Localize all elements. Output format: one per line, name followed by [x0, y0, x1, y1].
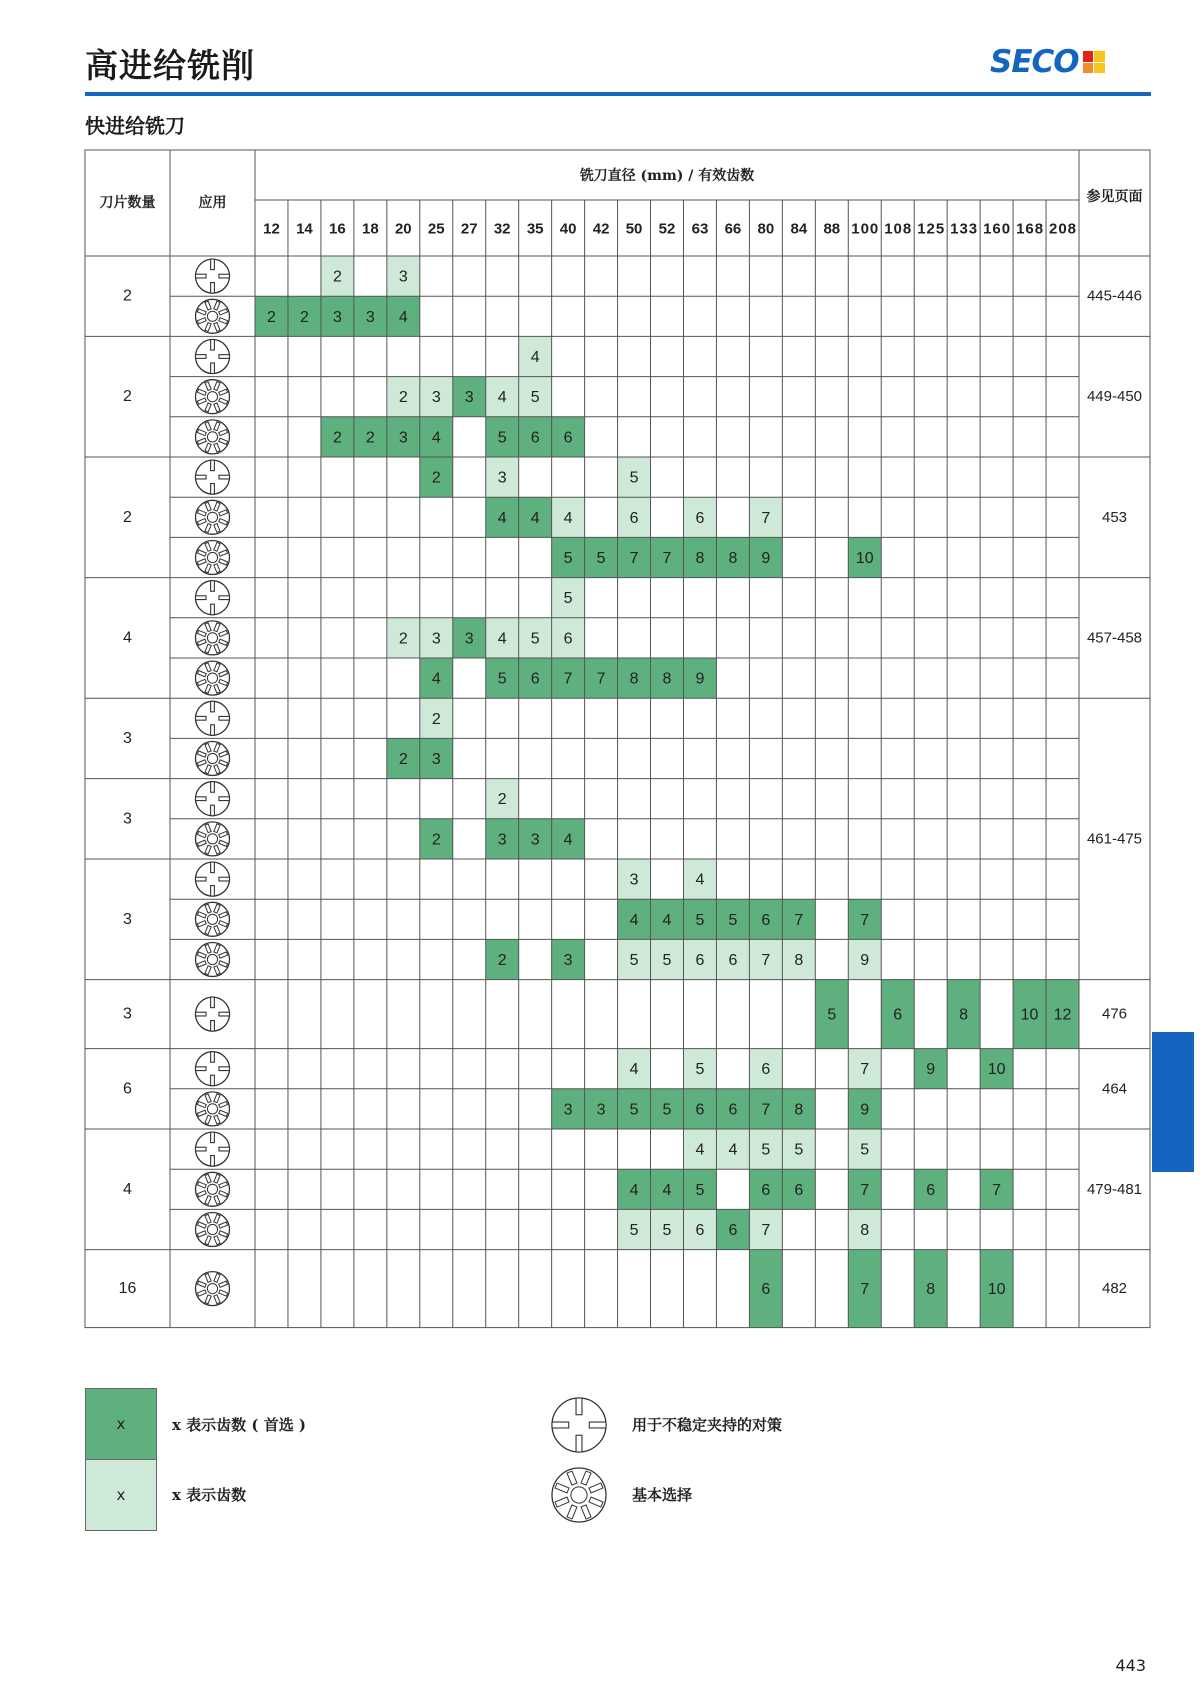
legend-light-swatch — [85, 1459, 157, 1531]
teeth-value-g3-r2-c13: 9 — [695, 670, 705, 688]
basic-selection-icon — [196, 822, 230, 856]
teeth-value-g2-r1-c13: 6 — [695, 509, 705, 527]
teeth-value-g9-r1-c16: 6 — [794, 1181, 804, 1199]
teeth-value-g1-r1-c5: 3 — [431, 389, 441, 407]
header-diameter-168: 168 — [1016, 220, 1044, 238]
teeth-value-g8-r0-c15: 6 — [761, 1061, 771, 1079]
inserts-count-0: 2 — [123, 287, 132, 305]
basic-selection-icon — [196, 661, 230, 695]
teeth-value-g2-r2-c14: 8 — [728, 550, 738, 567]
teeth-value-g8-r0-c22: 10 — [987, 1061, 1006, 1079]
teeth-value-g6-r0-c13: 4 — [695, 871, 705, 889]
teeth-value-g7-r0-c21: 8 — [959, 1006, 969, 1024]
teeth-value-g2-r1-c8: 4 — [530, 509, 540, 527]
teeth-value-g3-r2-c5: 4 — [431, 670, 441, 688]
teeth-value-g1-r2-c8: 6 — [530, 429, 540, 447]
teeth-value-g9-r2-c15: 7 — [761, 1222, 771, 1239]
teeth-value-g6-r2-c13: 6 — [695, 952, 705, 969]
teeth-value-g2-r2-c10: 5 — [596, 550, 606, 567]
header-diameter-208: 208 — [1049, 220, 1076, 238]
teeth-value-g2-r1-c7: 4 — [497, 509, 507, 527]
header-diameter-27: 27 — [460, 220, 478, 238]
teeth-value-g5-r1-c7: 3 — [497, 831, 507, 849]
teeth-value-g5-r1-c9: 4 — [563, 831, 573, 849]
teeth-value-g9-r0-c18: 5 — [860, 1141, 870, 1159]
unstable-clamping-icon — [196, 340, 230, 374]
basic-selection-icon — [196, 541, 230, 575]
teeth-value-g1-r1-c7: 4 — [497, 389, 507, 407]
teeth-value-g5-r0-c7: 2 — [497, 791, 507, 809]
inserts-count-9: 4 — [123, 1180, 132, 1198]
chapter-tab — [1152, 1032, 1194, 1172]
header-diameter-42: 42 — [592, 220, 610, 238]
teeth-value-g7-r0-c19: 6 — [893, 1006, 903, 1024]
header-diameter-35: 35 — [526, 220, 544, 238]
teeth-value-g2-r2-c18: 10 — [855, 550, 874, 567]
teeth-value-g6-r2-c18: 9 — [860, 952, 870, 969]
teeth-value-g2-r2-c12: 7 — [662, 550, 672, 567]
teeth-value-g7-r0-c24: 12 — [1053, 1006, 1072, 1024]
legend-unstable-label: 用于不稳定夹持的对策 — [632, 1416, 783, 1434]
header-diameter-88: 88 — [823, 220, 841, 238]
teeth-value-g9-r1-c13: 5 — [695, 1181, 705, 1199]
teeth-value-g9-r0-c14: 4 — [728, 1141, 738, 1159]
teeth-value-g6-r2-c7: 2 — [497, 952, 507, 969]
teeth-value-g4-r1-c4: 2 — [398, 751, 408, 768]
legend-dark-swatch — [85, 1388, 157, 1460]
teeth-value-g6-r2-c12: 5 — [662, 952, 672, 969]
teeth-value-g9-r2-c12: 5 — [662, 1222, 672, 1239]
basic-selection-icon — [196, 1272, 230, 1306]
inserts-count-8: 6 — [123, 1080, 132, 1098]
basic-selection-icon — [196, 742, 230, 776]
teeth-value-g10-r0-c22: 10 — [987, 1281, 1006, 1299]
ref-page-10: 482 — [1101, 1280, 1128, 1298]
inserts-count-6: 3 — [123, 910, 132, 928]
unstable-clamping-icon — [196, 701, 230, 735]
teeth-value-g6-r1-c12: 4 — [662, 911, 672, 929]
teeth-value-g6-r1-c16: 7 — [794, 911, 804, 929]
header-inserts: 刀片数量 — [99, 195, 156, 211]
basic-selection-icon — [196, 299, 230, 333]
legend-unstable-icon — [550, 1396, 608, 1454]
inserts-count-3: 4 — [123, 629, 132, 647]
teeth-value-g3-r2-c12: 8 — [662, 670, 672, 688]
teeth-value-g3-r1-c9: 6 — [563, 630, 573, 648]
teeth-value-g9-r1-c22: 7 — [992, 1181, 1002, 1199]
header-diameter-125: 125 — [917, 220, 945, 238]
teeth-value-g6-r0-c11: 3 — [629, 871, 639, 889]
unstable-clamping-icon — [196, 997, 230, 1031]
teeth-value-g2-r0-c11: 5 — [629, 469, 639, 487]
teeth-value-g0-r1-c2: 3 — [332, 308, 342, 326]
teeth-value-g8-r1-c13: 6 — [695, 1101, 705, 1119]
teeth-value-g0-r0-c4: 3 — [398, 268, 408, 286]
header-application: 应用 — [198, 195, 227, 211]
basic-selection-icon — [196, 902, 230, 936]
header-diameter-group: 铣刀直径 (mm) / 有效齿数 — [579, 168, 755, 184]
basic-selection-icon — [196, 1213, 230, 1247]
header-diameter-40: 40 — [559, 220, 577, 238]
teeth-value-g1-r2-c7: 5 — [497, 429, 507, 447]
teeth-value-g1-r2-c5: 4 — [431, 429, 441, 447]
header-diameter-63: 63 — [691, 220, 709, 238]
teeth-value-g3-r1-c5: 3 — [431, 630, 441, 648]
teeth-value-g2-r0-c5: 2 — [431, 469, 441, 487]
inserts-count-10: 16 — [118, 1280, 137, 1298]
basic-selection-icon — [196, 621, 230, 655]
teeth-value-g2-r0-c7: 3 — [497, 469, 507, 487]
unstable-clamping-icon — [196, 782, 230, 816]
teeth-value-g9-r1-c15: 6 — [761, 1181, 771, 1199]
teeth-value-g1-r2-c2: 2 — [332, 429, 342, 447]
basic-selection-icon — [196, 1172, 230, 1206]
teeth-value-g2-r1-c9: 4 — [563, 509, 573, 527]
teeth-value-g6-r2-c16: 8 — [794, 952, 804, 969]
teeth-value-g3-r1-c7: 4 — [497, 630, 507, 648]
teeth-value-g3-r2-c8: 6 — [530, 670, 540, 688]
unstable-clamping-icon — [196, 862, 230, 896]
inserts-count-4: 3 — [123, 729, 132, 747]
legend-light-x: x — [116, 1486, 126, 1504]
teeth-value-g1-r0-c8: 4 — [530, 349, 540, 366]
teeth-value-g8-r0-c18: 7 — [860, 1061, 870, 1079]
teeth-value-g6-r1-c11: 4 — [629, 911, 639, 929]
teeth-value-g8-r1-c14: 6 — [728, 1101, 738, 1119]
teeth-value-g8-r1-c9: 3 — [563, 1101, 573, 1119]
header-diameter-108: 108 — [884, 220, 912, 238]
teeth-value-g3-r2-c9: 7 — [563, 670, 573, 688]
header-diameter-100: 100 — [851, 220, 879, 238]
teeth-value-g1-r2-c4: 3 — [398, 429, 408, 447]
header-diameter-32: 32 — [493, 220, 511, 238]
legend-light-label: x 表示齿数 — [172, 1486, 247, 1504]
header-ref-page: 参见页面 — [1086, 189, 1143, 205]
teeth-value-g6-r2-c9: 3 — [563, 952, 573, 969]
teeth-value-g8-r0-c11: 4 — [629, 1061, 639, 1079]
teeth-value-g0-r0-c2: 2 — [332, 268, 342, 286]
teeth-value-g0-r1-c4: 4 — [398, 308, 408, 326]
teeth-value-g6-r2-c11: 5 — [629, 952, 639, 969]
section-subtitle: 快进给铣刀 — [85, 114, 185, 138]
teeth-value-g9-r1-c20: 6 — [926, 1181, 936, 1199]
inserts-count-2: 2 — [123, 508, 132, 526]
basic-selection-icon — [196, 380, 230, 414]
header-diameter-84: 84 — [790, 220, 808, 238]
teeth-value-g1-r1-c6: 3 — [464, 389, 474, 407]
teeth-value-g8-r1-c12: 5 — [662, 1101, 672, 1119]
basic-selection-icon — [196, 500, 230, 534]
inserts-count-7: 3 — [123, 1005, 132, 1023]
teeth-value-g3-r2-c11: 8 — [629, 670, 639, 688]
teeth-value-g6-r1-c13: 5 — [695, 911, 705, 929]
header-diameter-14: 14 — [296, 220, 313, 238]
teeth-value-g9-r2-c11: 5 — [629, 1222, 639, 1239]
teeth-value-g2-r2-c9: 5 — [563, 550, 573, 567]
teeth-value-g9-r2-c13: 6 — [695, 1222, 705, 1239]
teeth-value-g2-r2-c11: 7 — [629, 550, 639, 567]
page-title: 高进给铣削 — [85, 46, 255, 85]
ref-page-3: 457-458 — [1086, 629, 1143, 647]
header-diameter-25: 25 — [427, 220, 445, 238]
logo-wordmark: SECO — [990, 44, 1079, 80]
legend-dark-label: x 表示齿数 ( 首选 ) — [172, 1416, 307, 1434]
teeth-value-g6-r1-c14: 5 — [728, 911, 738, 929]
teeth-value-g9-r0-c16: 5 — [794, 1141, 804, 1159]
teeth-value-g0-r1-c0: 2 — [267, 308, 276, 326]
ref-page-8: 464 — [1101, 1080, 1128, 1098]
teeth-value-g5-r1-c8: 3 — [530, 831, 540, 849]
teeth-value-g6-r1-c18: 7 — [860, 911, 870, 929]
teeth-value-g8-r1-c16: 8 — [794, 1101, 804, 1119]
teeth-value-g2-r2-c13: 8 — [695, 550, 705, 567]
ref-page-2: 453 — [1101, 508, 1128, 526]
unstable-clamping-icon — [196, 581, 230, 615]
ref-page-1: 449-450 — [1086, 388, 1143, 406]
legend-basic-icon — [550, 1466, 608, 1524]
header-diameter-16: 16 — [329, 220, 346, 238]
teeth-value-g2-r1-c15: 7 — [761, 509, 771, 527]
basic-selection-icon — [196, 943, 230, 977]
teeth-value-g7-r0-c17: 5 — [827, 1006, 837, 1024]
teeth-value-g3-r0-c9: 5 — [563, 590, 573, 608]
teeth-value-g4-r0-c5: 2 — [431, 710, 441, 728]
header-diameter-52: 52 — [658, 220, 676, 238]
unstable-clamping-icon — [196, 1052, 230, 1086]
teeth-value-g1-r2-c3: 2 — [365, 429, 375, 447]
legend-dark-x: x — [116, 1415, 126, 1433]
teeth-value-g9-r2-c18: 8 — [860, 1222, 870, 1239]
teeth-value-g3-r2-c7: 5 — [497, 670, 507, 688]
teeth-value-g9-r0-c15: 5 — [761, 1141, 771, 1159]
teeth-value-g3-r1-c8: 5 — [530, 630, 540, 648]
legend-basic-label: 基本选择 — [632, 1486, 693, 1504]
teeth-value-g9-r1-c12: 4 — [662, 1181, 672, 1199]
teeth-value-g8-r1-c18: 9 — [860, 1101, 870, 1119]
inserts-count-5: 3 — [123, 810, 132, 828]
teeth-value-g6-r2-c15: 7 — [761, 952, 771, 969]
ref-page-merged: 461-475 — [1086, 830, 1143, 848]
teeth-value-g7-r0-c23: 10 — [1020, 1006, 1039, 1024]
teeth-value-g1-r1-c4: 2 — [398, 389, 408, 407]
teeth-value-g0-r1-c3: 3 — [365, 308, 375, 326]
header-diameter-50: 50 — [625, 220, 643, 238]
teeth-value-g4-r1-c5: 3 — [431, 751, 441, 768]
teeth-value-g9-r0-c13: 4 — [695, 1141, 705, 1159]
page-number: 443 — [1115, 1656, 1146, 1675]
teeth-value-g6-r2-c14: 6 — [728, 952, 738, 969]
teeth-value-g3-r2-c10: 7 — [596, 670, 606, 688]
basic-selection-icon — [196, 1092, 230, 1126]
teeth-value-g8-r0-c13: 5 — [695, 1061, 705, 1079]
teeth-value-g9-r2-c14: 6 — [728, 1222, 738, 1239]
header-diameter-80: 80 — [757, 220, 775, 238]
teeth-value-g5-r1-c5: 2 — [431, 831, 441, 849]
basic-selection-icon — [196, 420, 230, 454]
ref-page-0: 445-446 — [1086, 287, 1143, 305]
teeth-value-g9-r1-c18: 7 — [860, 1181, 870, 1199]
teeth-value-g3-r1-c6: 3 — [464, 630, 474, 648]
teeth-value-g0-r1-c1: 2 — [299, 308, 309, 326]
teeth-value-g6-r1-c15: 6 — [761, 911, 771, 929]
teeth-value-g2-r2-c15: 9 — [761, 550, 771, 567]
teeth-value-g1-r1-c8: 5 — [530, 389, 540, 407]
header-diameter-160: 160 — [983, 220, 1011, 238]
header-diameter-66: 66 — [724, 220, 742, 238]
header-diameter-133: 133 — [950, 220, 978, 238]
ref-page-9: 479-481 — [1086, 1180, 1143, 1198]
teeth-value-g2-r1-c11: 6 — [629, 509, 639, 527]
header-diameter-20: 20 — [394, 220, 412, 238]
teeth-value-g8-r1-c11: 5 — [629, 1101, 639, 1119]
teeth-value-g10-r0-c15: 6 — [761, 1281, 771, 1299]
teeth-value-g8-r1-c10: 3 — [596, 1101, 606, 1119]
unstable-clamping-icon — [196, 1132, 230, 1166]
teeth-value-g10-r0-c18: 7 — [860, 1281, 870, 1299]
teeth-value-g10-r0-c20: 8 — [926, 1281, 936, 1299]
teeth-value-g8-r0-c20: 9 — [926, 1061, 936, 1079]
unstable-clamping-icon — [196, 259, 230, 293]
teeth-value-g8-r1-c15: 7 — [761, 1101, 771, 1119]
ref-page-7: 476 — [1101, 1005, 1128, 1023]
teeth-value-g3-r1-c4: 2 — [398, 630, 408, 648]
inserts-count-1: 2 — [123, 388, 132, 406]
header-diameter-18: 18 — [362, 220, 379, 238]
header-diameter-12: 12 — [263, 220, 280, 238]
teeth-value-g9-r1-c11: 4 — [629, 1181, 639, 1199]
teeth-value-g1-r2-c9: 6 — [563, 429, 573, 447]
unstable-clamping-icon — [196, 460, 230, 494]
